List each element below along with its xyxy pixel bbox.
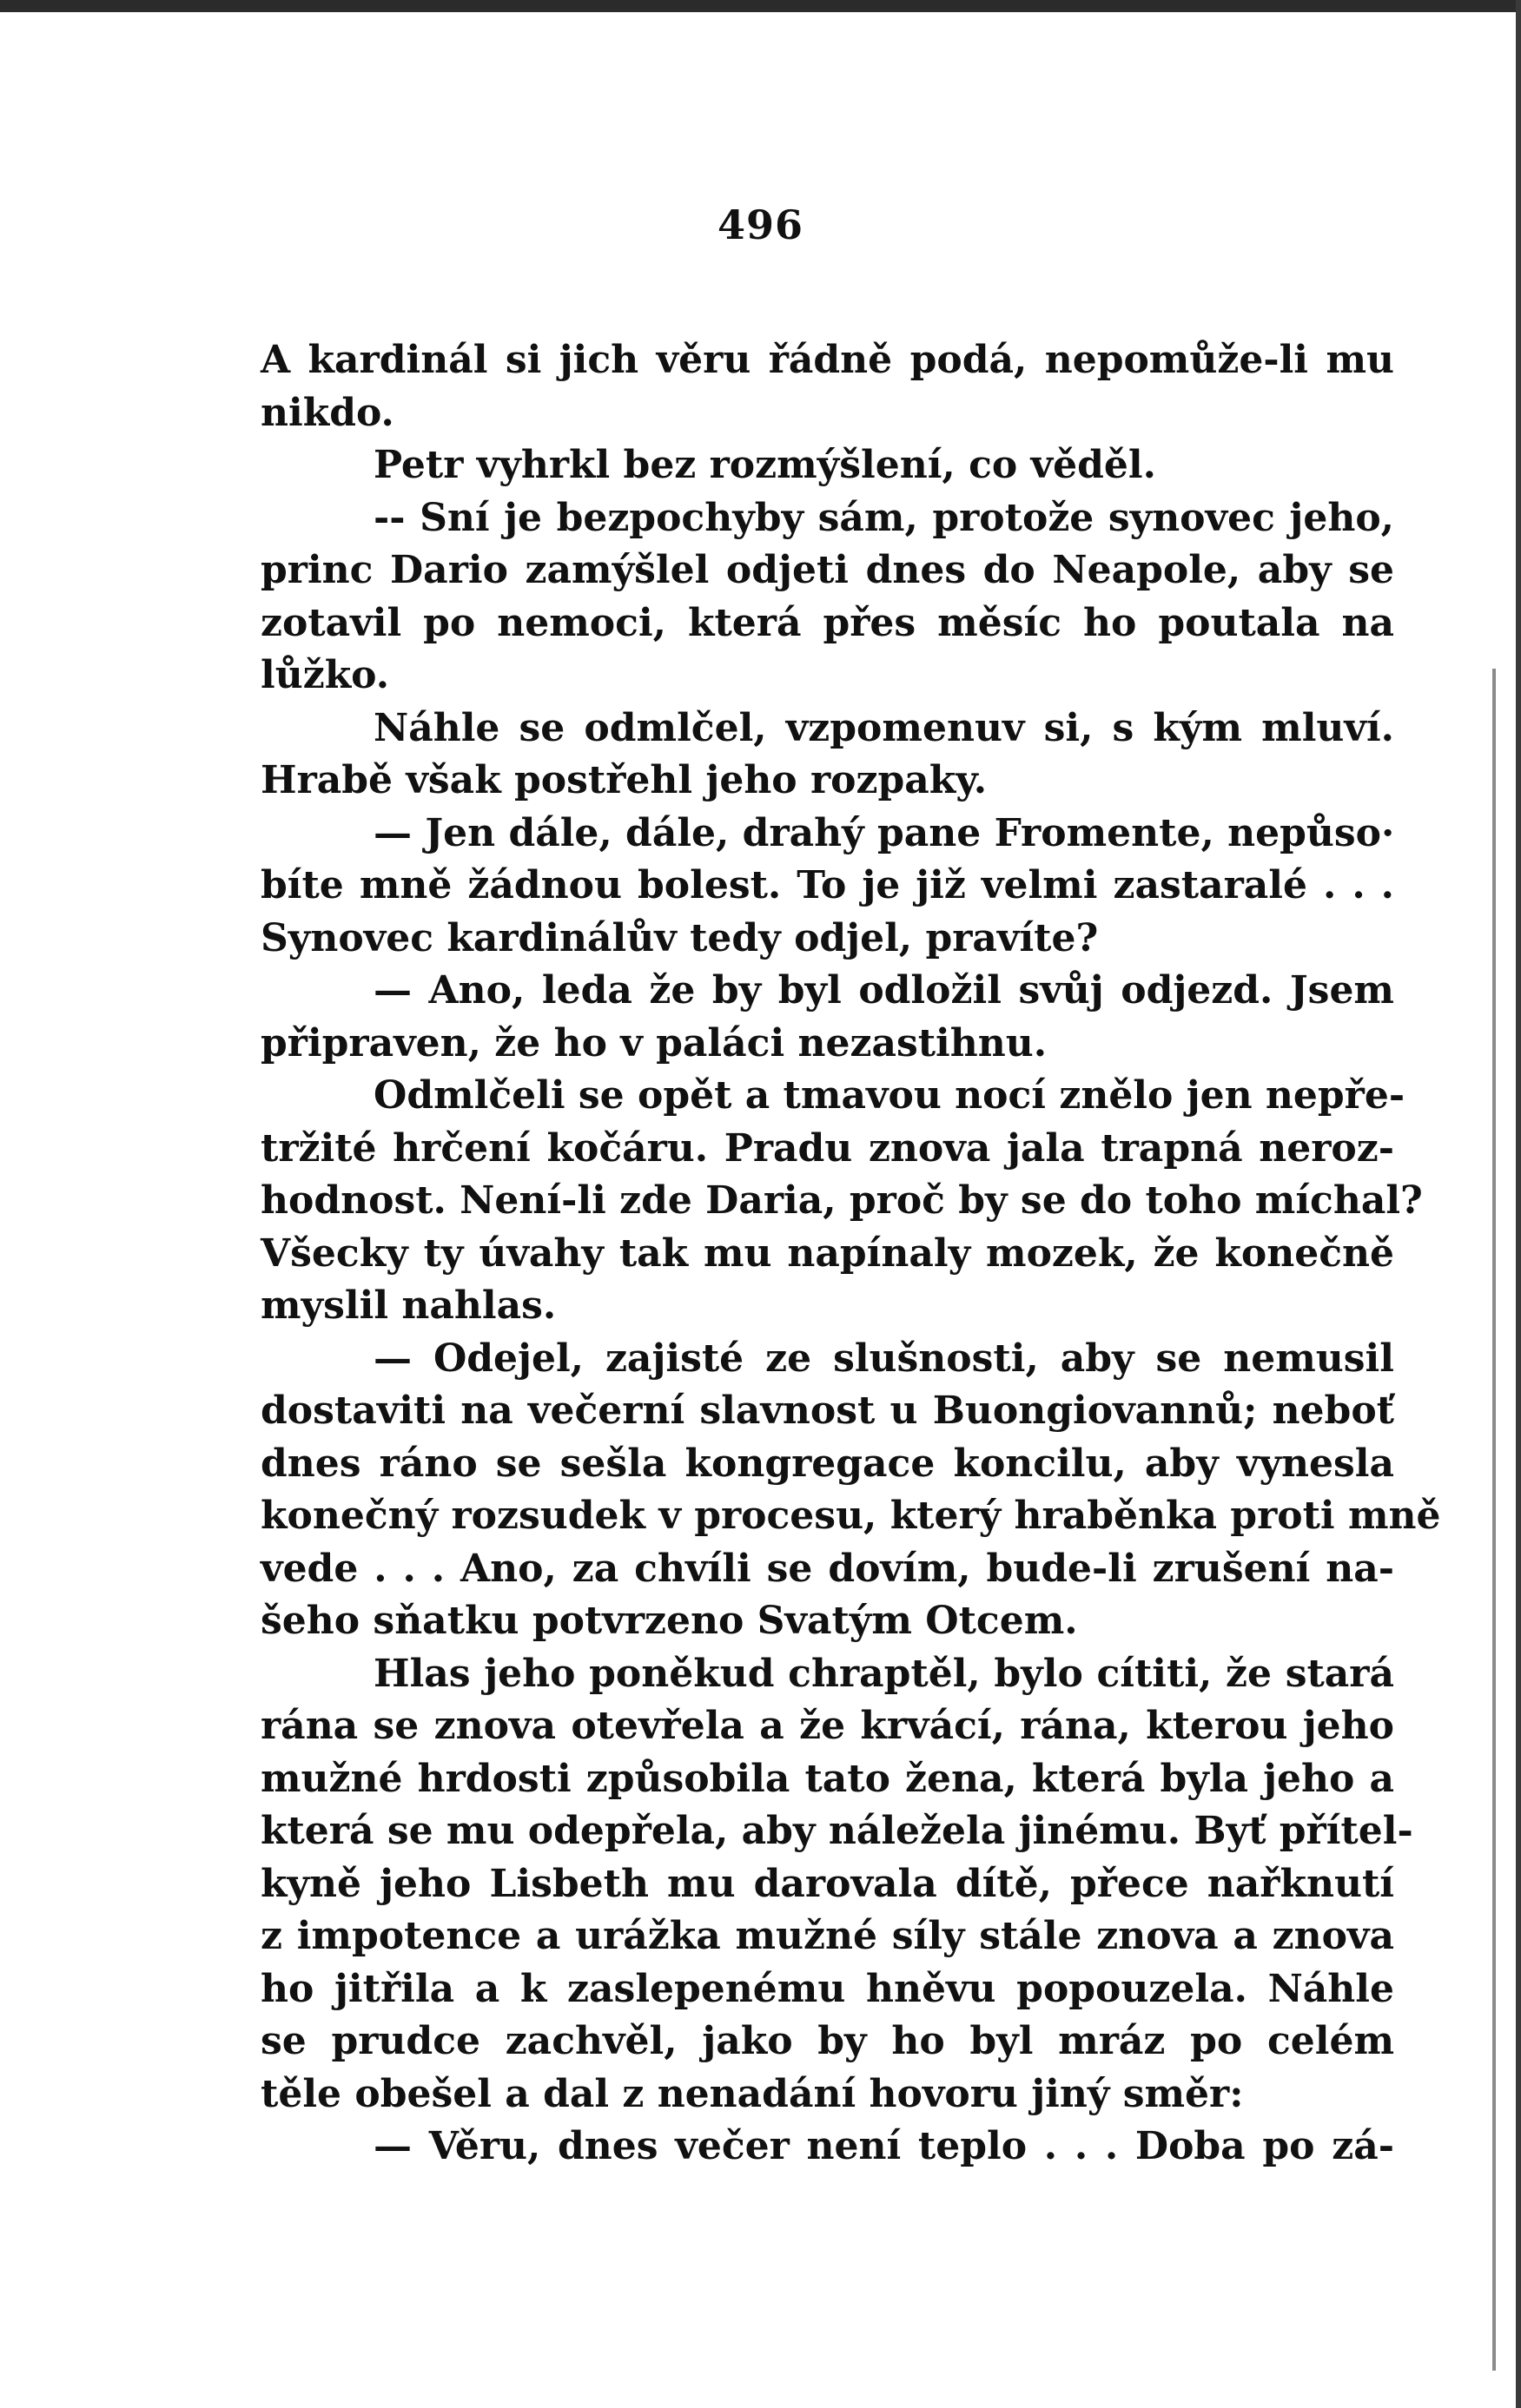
text-line: — Jen dále, dále, drahý pane Fromente, nepůso· [374,810,1395,855]
body-text [261,334,1441,2174]
text-line: konečný rozsudek v procesu, který hraběnka proti mně [261,1494,1441,1538]
page-number: 496 [717,201,804,248]
text-line: Petr vyhrkl bez rozmýšlení, co věděl. [374,443,1156,487]
text-line: ho jitřila a k zaslepenému hněvu popouzela. Náhle [261,1966,1394,2011]
text-line: myslil nahlas. [261,1283,557,1328]
text-line: A kardinál si jich věru řádně podá, nepomůže-li mu [261,338,1394,382]
text-line: z impotence a urážka mužné síly stále znova a znova [261,1914,1394,1958]
text-line: bíte mně žádnou bolest. To je již velmi zastaralé . . . [261,863,1394,907]
text-line: hodnost. Není-li zde Daria, proč by se do toho míchal? [261,1178,1423,1223]
text-line: Odmlčeli se opět a tmavou nocí znělo jen nepře- [374,1073,1405,1118]
text-line: dnes ráno se sešla kongregace koncilu, aby vynesla [261,1441,1394,1486]
text-line: Synovec kardinálův tedy odjel, pravíte? [261,915,1099,960]
text-line: lůžko. [261,653,390,697]
text-line: Náhle se odmlčel, vzpomenuv si, s kým mluví. [374,705,1394,750]
text-line: se prudce zachvěl, jako by ho byl mráz po celém [261,2019,1394,2063]
text-line: tržité hrčení kočáru. Pradu znova jala trapná neroz- [261,1125,1394,1171]
text-line: šeho sňatku potvrzeno Svatým Otcem. [261,1599,1078,1643]
text-line: Hrabě však postřehl jeho rozpaky. [261,758,988,802]
text-line: mužné hrdosti způsobila tato žena, která byla jeho a [261,1756,1394,1801]
text-line: připraven, že ho v paláci nezastihnu. [261,1020,1048,1065]
text-line: Všecky ty úvahy tak mu napínaly mozek, že konečně [261,1230,1394,1276]
text-line: těle obešel a dal z nenadání hovoru jiný směr: [261,2071,1244,2116]
text-line: princ Dario zamýšlel odjeti dnes do Neapole, aby se [261,548,1394,592]
text-line: — Ano, leda že by byl odložil svůj odjezd. Jsem [374,968,1394,1013]
text-line: — Odejel, zajisté ze slušnosti, aby se nemusil [374,1336,1394,1381]
text-line: -- Sní je bezpochyby sám, protože synovec jeho, [374,495,1394,540]
text-line: zotavil po nemoci, která přes měsíc ho poutala na [261,600,1394,645]
text-line: dostaviti na večerní slavnost u Buongiovannů; neboť [261,1389,1394,1433]
text-line: kyně jeho Lisbeth mu darovala dítě, přece nařknutí [261,1861,1394,1906]
text-line: rána se znova otevřela a že krvácí, rána, kterou jeho [261,1704,1394,1748]
text-line: nikdo. [261,390,394,435]
text-line: — Věru, dnes večer není teplo . . . Doba po zá- [374,2124,1394,2168]
text-line: vede . . . Ano, za chvíli se dovím, bude-li zrušení na- [261,1546,1394,1591]
text-line: Hlas jeho poněkud chraptěl, bylo cítiti, že stará [374,1651,1394,1696]
text-line: která se mu odepřela, aby náležela jinému. Byť přítel- [261,1809,1413,1853]
